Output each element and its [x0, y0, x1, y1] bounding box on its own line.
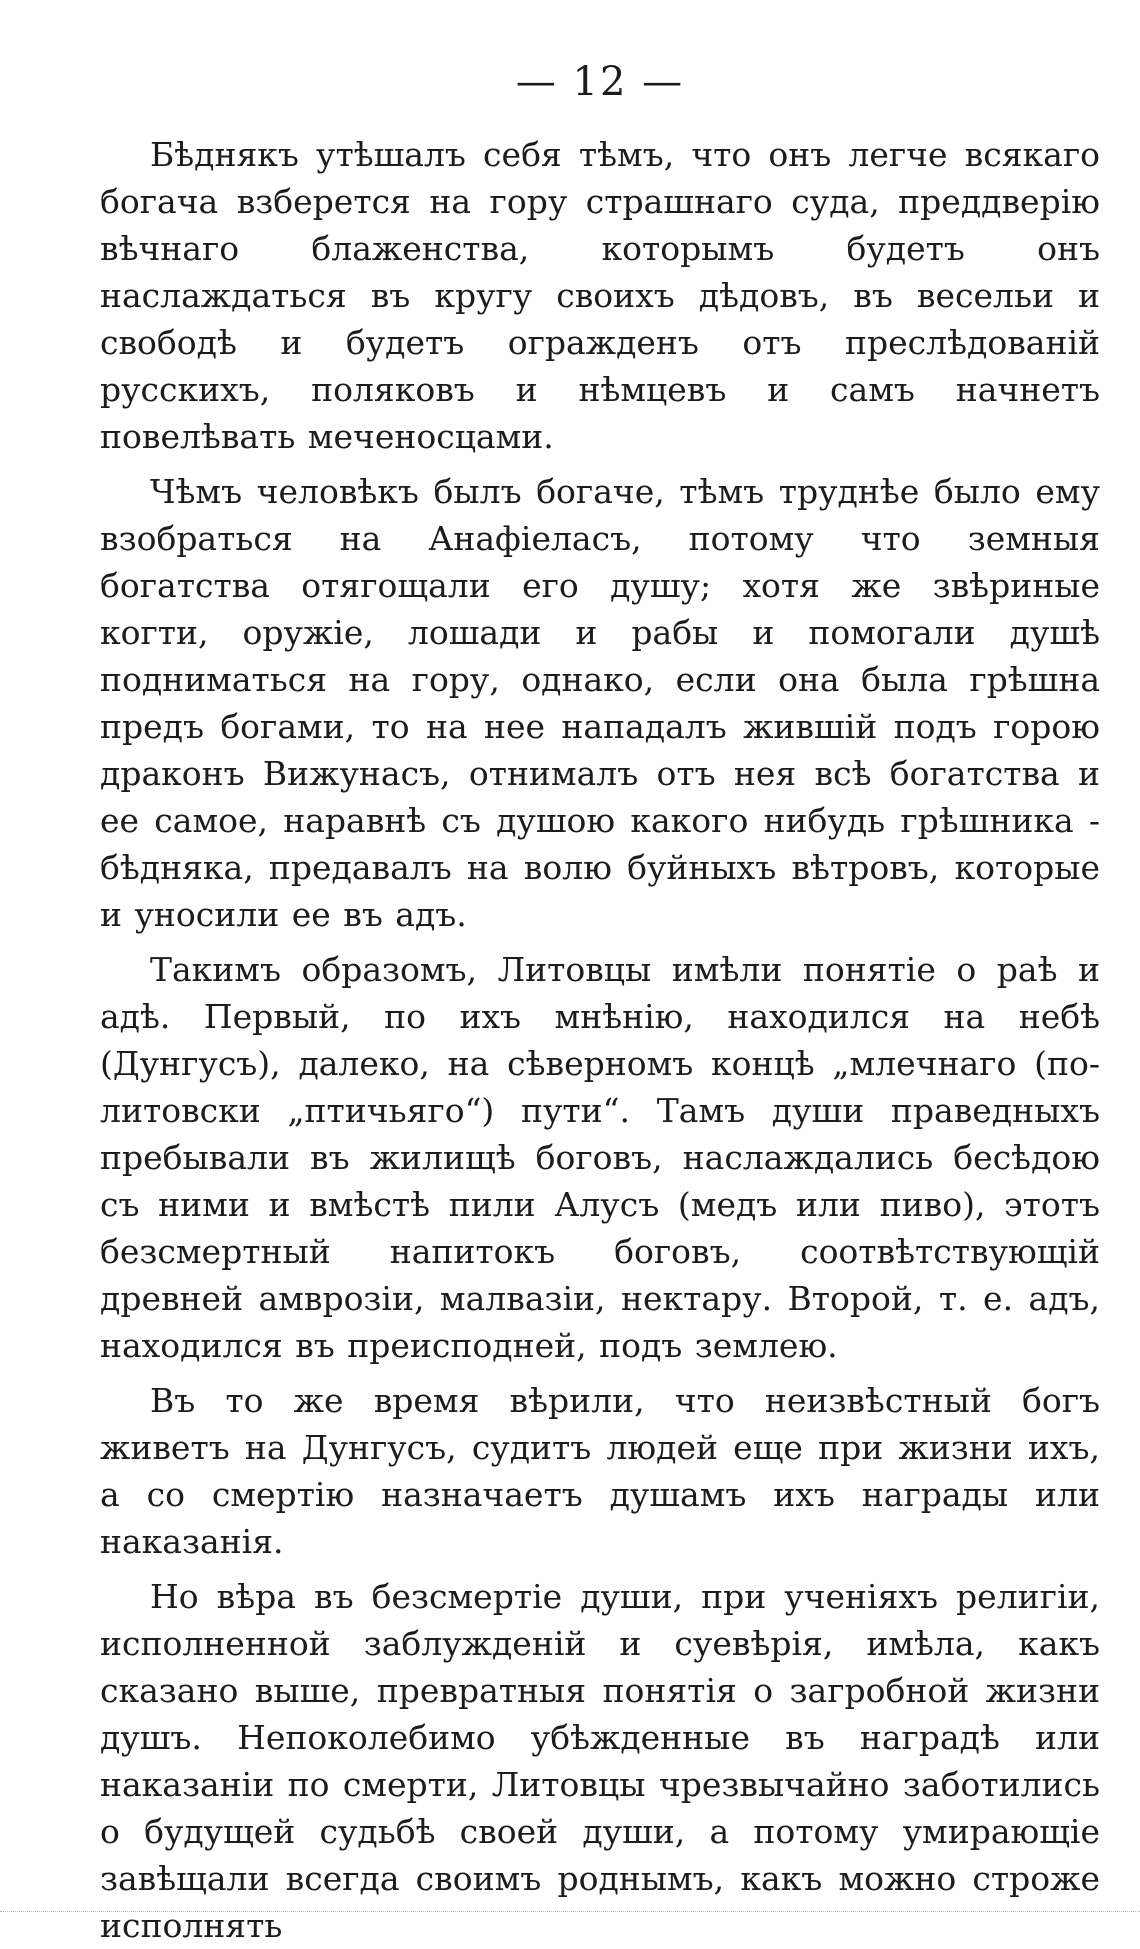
- book-page: [100, 55, 1100, 1949]
- paragraph-1: Бѣднякъ утѣшалъ себя тѣмъ, что онъ легче всякаго богача взберется на гору страшнаго суда, преддверію вѣчнаго блаженства, которымъ будетъ онъ наслаждаться въ кругу своихъ дѣдовъ, въ весельи и свободѣ и будетъ огражденъ отъ преслѣдованій русскихъ, поляковъ и нѣмцевъ и самъ начнетъ повелѣвать меченосцами.: [100, 135, 1100, 456]
- paragraph-2: Чѣмъ человѣкъ былъ богаче, тѣмъ труднѣе было ему взобраться на Анафіеласъ, потому что земныя богатства отягощали его душу; хотя же звѣриные когти, оружіе, лошади и рабы и помогали душѣ подниматься на гору, однако, если она была грѣшна предъ богами, то на нее нападалъ жившій подъ горою драконъ Вижунасъ, отнималъ отъ нея всѣ богатства и ее самое, наравнѣ съ душою какого нибудь грѣшника - бѣдняка, предавалъ на волю буйныхъ вѣтровъ, которые и уносили ее въ адъ.: [100, 472, 1100, 934]
- page-number: — 12 —: [515, 59, 685, 105]
- bottom-edge-divider: [0, 1911, 1140, 1912]
- paragraph-4: Въ то же время вѣрили, что неизвѣстный богъ живетъ на Дунгусъ, судитъ людей еще при жизни ихъ, а со смертію назначаетъ душамъ ихъ награды или наказанія.: [100, 1381, 1100, 1561]
- paragraph-3: Такимъ образомъ, Литовцы имѣли понятіе о раѣ и адѣ. Первый, по ихъ мнѣнію, находился на небѣ (Дунгусъ), далеко, на сѣверномъ концѣ „млечнаго (по-литовски „птичьяго“) пути“. Тамъ души праведныхъ пребывали въ жилищѣ боговъ, наслаждались бесѣдою съ ними и вмѣстѣ пили Алусъ (медъ или пиво), этотъ безсмертный напитокъ боговъ, соотвѣтствующій древней амврозіи, малвазіи, нектару. Второй, т. е. адъ, находился въ преисподней, подъ землею.: [100, 950, 1100, 1365]
- paragraph-5: Но вѣра въ безсмертіе души, при ученіяхъ религіи, исполненной заблужденій и суевѣрія, имѣла, какъ сказано выше, превратныя понятія о загробной жизни душъ. Непоколебимо убѣжденные въ наградѣ или наказаніи по смерти, Литовцы чрезвычайно заботились о будущей судьбѣ своей души, а потому умирающіе завѣщали всегда своимъ роднымъ, какъ можно строже исполнять: [100, 1577, 1100, 1945]
